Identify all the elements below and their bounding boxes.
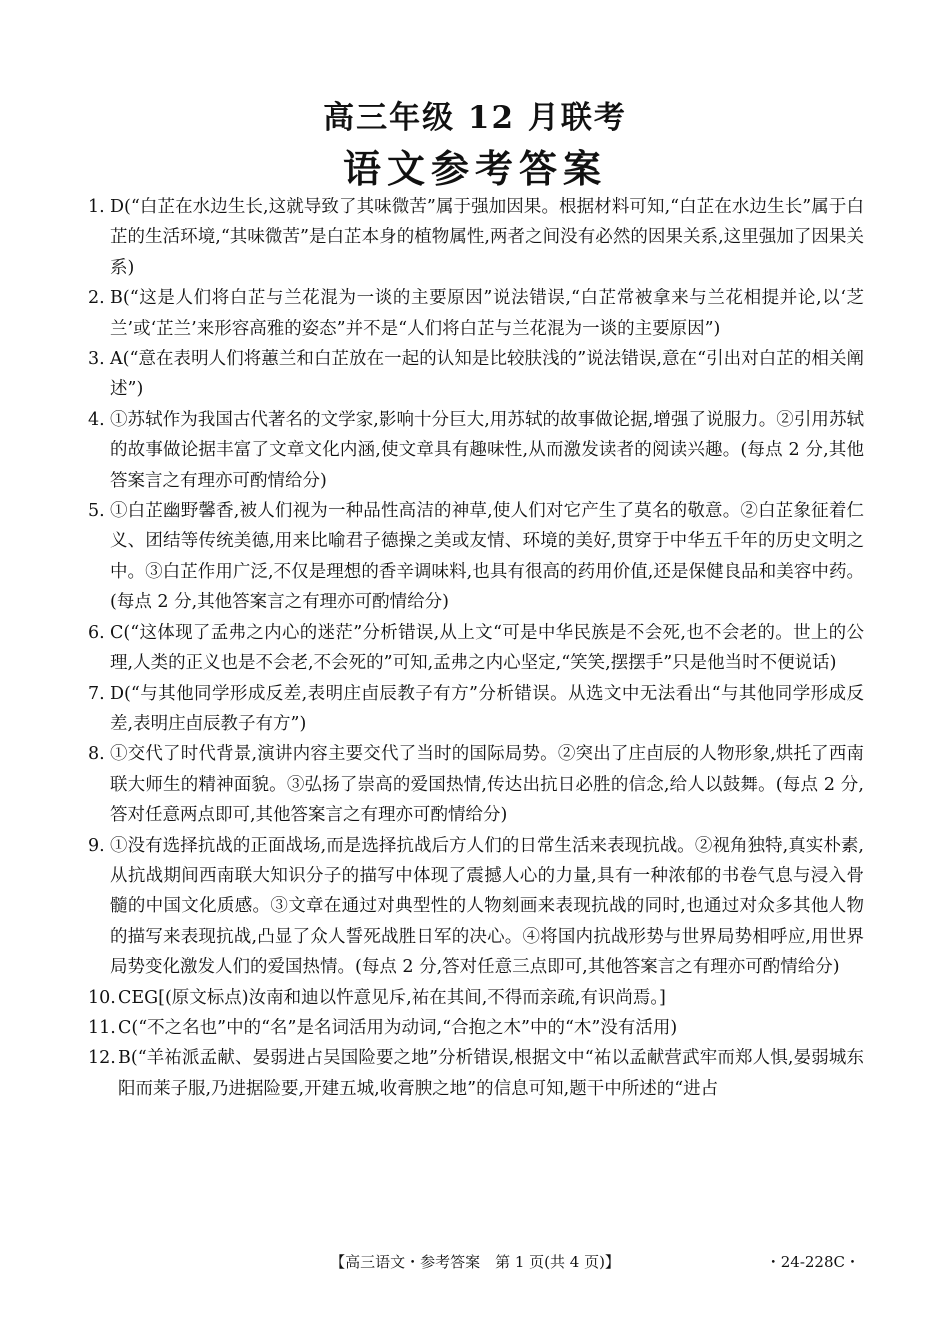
answer-item-12 — [88, 1043, 864, 1104]
footer-doc-code: ・24-228C・ — [765, 1253, 860, 1271]
footer-page-label: 【高三语文・参考答案 第 1 页(共 4 页)】 — [330, 1253, 620, 1271]
answer-text: D(“与其他同学形成反差,表明庄卣辰教子有方”分析错误。从选文中无法看出“与其他同学形成反差,表明庄卣辰教子有方”) — [110, 683, 864, 734]
answer-item-11 — [88, 1013, 864, 1043]
answer-text: C(“不之名也”中的“名”是名词活用为动词,“合抱之木”中的“木”没有活用) — [118, 1017, 678, 1038]
answer-number: 2. — [88, 288, 105, 309]
answer-item-6 — [88, 618, 864, 679]
answer-text: A(“意在表明人们将蕙兰和白芷放在一起的认知是比较肤浅的”说法错误,意在“引出对白芷的相关阐述”) — [110, 349, 864, 400]
answer-item-9 — [88, 831, 864, 983]
page-title-answers: 语文参考答案 — [342, 146, 607, 191]
answer-text: D(“白芷在水边生长,这就导致了其味微苦”属于强加因果。根据材料可知,“白芷在水边生长”属于白芷的生活环境,“其味微苦”是白芷本身的植物属性,两者之间没有必然的因果关系,这里强加了因果关系) — [110, 197, 864, 278]
answer-text: B(“羊祐派孟献、晏弱进占吴国险要之地”分析错误,根据文中“祐以孟献营武牢而郑人惧,晏弱城东阳而莱子服,乃进据险要,开建五城,收膏腴之地”的信息可知,题干中所述的“进占 — [118, 1048, 864, 1099]
answer-number: 5. — [88, 501, 105, 522]
title-block — [0, 96, 950, 196]
answer-text: ①交代了时代背景,演讲内容主要交代了当时的国际局势。②突出了庄卣辰的人物形象,烘托了西南联大师生的精神面貌。③弘扬了崇高的爱国热情,传达出抗日必胜的信念,给人以鼓舞。(每点 2 分,答对任意两点即可,其他答案言之有理亦可酌情给分) — [110, 744, 864, 826]
answer-item-2 — [88, 283, 864, 344]
answer-number: 11. — [88, 1017, 116, 1038]
answer-item-1 — [88, 192, 864, 283]
answer-number: 9. — [88, 835, 105, 856]
answer-item-3 — [88, 344, 864, 405]
answer-number: 10. — [88, 987, 116, 1008]
answer-number: 3. — [88, 349, 105, 370]
answer-text: C(“这体现了孟弗之内心的迷茫”分析错误,从上文“可是中华民族是不会死,也不会老的。世上的公理,人类的正义也是不会老,不会死的”可知,孟弗之内心坚定,“笑笑,摆摆手”只是他当时不便说话) — [110, 622, 864, 674]
answer-item-5 — [88, 496, 864, 618]
answer-number: 1. — [88, 197, 105, 217]
answer-number: 7. — [88, 683, 105, 704]
answer-text: CEG[(原文标点)汝南和迪以忤意见斥,祐在其间,不得而亲疏,有识尚焉。] — [118, 987, 666, 1008]
answer-item-4 — [88, 405, 864, 496]
answer-number: 4. — [88, 409, 105, 430]
answer-text: ①没有选择抗战的正面战场,而是选择抗战后方人们的日常生活来表现抗战。②视角独特,真实朴素,从抗战期间西南联大知识分子的描写中体现了震撼人心的力量,具有一种浓郁的书卷气息与浸入骨髓的中国文化质感。③文章在通过对典型性的人物刻画来表现抗战的同时,也通过对众多其他人物的描写来表现抗战,凸显了众人誓死战胜日军的决心。④将国内抗战形势与世界局势相呼应,用世界局势变化激发人们的爱国热情。(每点 2 分,答对任意三点即可,其他答案言之有理亦可酌情给分) — [110, 835, 864, 978]
answer-number: 12. — [88, 1048, 116, 1069]
answer-item-10 — [88, 983, 864, 1013]
answer-list — [88, 192, 864, 1104]
answer-text: B(“这是人们将白芷与兰花混为一谈的主要原因”说法错误,“白芷常被拿来与兰花相提并论,以‘芝兰’或‘芷兰’来形容高雅的姿态”并不是“人们将白芷与兰花混为一谈的主要原因”) — [110, 288, 864, 339]
answer-item-8 — [88, 739, 864, 830]
answer-number: 8. — [88, 744, 105, 765]
answer-text: ①白芷幽野馨香,被人们视为一种品性高洁的神草,使人们对它产生了莫名的敬意。②白芷象征着仁义、团结等传统美德,用来比喻君子德操之美或友情、环境的美好,贯穿于中华五千年的历史文明之中。③白芷作用广泛,不仅是理想的香辛调味料,也具有很高的药用价值,还是保健良品和美容中药。(每点 2 分,其他答案言之有理亦可酌情给分) — [110, 501, 864, 613]
answer-number: 6. — [88, 622, 105, 643]
answer-text: ①苏轼作为我国古代著名的文学家,影响十分巨大,用苏轼的故事做论据,增强了说服力。②引用苏轼的故事做论据丰富了文章文化内涵,使文章具有趣味性,从而激发读者的阅读兴趣。(每点 2 分,其他答案言之有理亦可酌情给分) — [110, 409, 864, 491]
page-title-exam: 高三年级 12 月联考 — [323, 100, 627, 136]
answer-item-7 — [88, 679, 864, 740]
page-footer — [0, 1251, 950, 1273]
